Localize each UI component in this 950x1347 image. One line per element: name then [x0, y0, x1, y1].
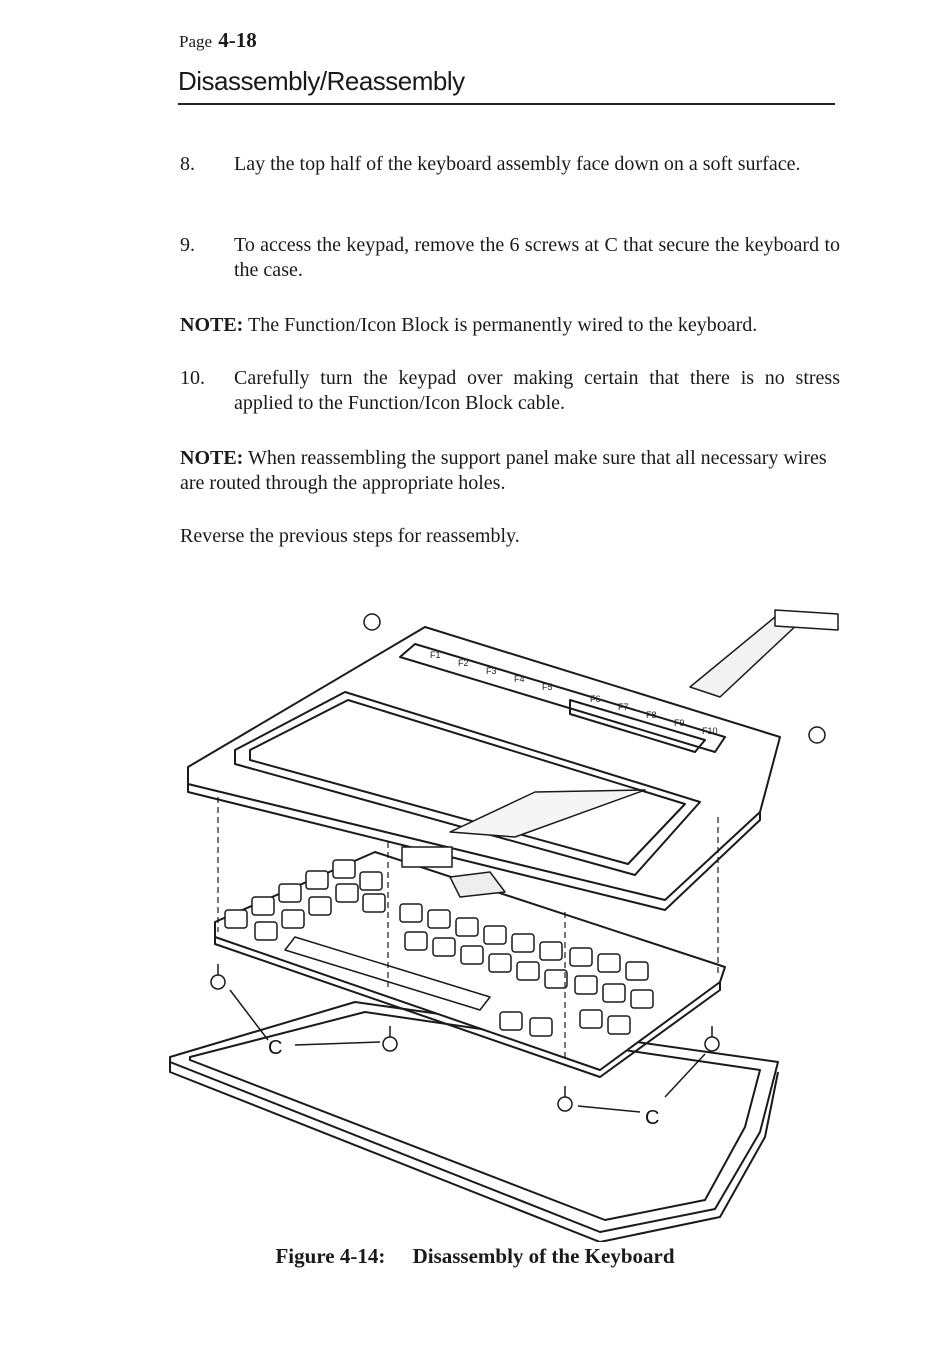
step-8 [180, 152, 840, 177]
step-text: To access the keypad, remove the 6 screws at C that secure the keyboard to the case. [234, 234, 840, 281]
note-label: NOTE: [180, 314, 244, 336]
fkey-label: F6 [590, 694, 601, 704]
fkey-label: F1 [430, 650, 441, 660]
fkey-label: F5 [542, 682, 553, 692]
note-text: The Function/Icon Block is permanently wired to the keyboard. [247, 314, 758, 336]
note-text: When reassembling the support panel make sure that all necessary wires are routed through the appropriate holes. [180, 447, 827, 494]
step-number: 8. [180, 153, 195, 175]
fkey-label: F10 [702, 726, 718, 736]
figure-caption [0, 1244, 950, 1269]
page-prefix: Page [179, 32, 213, 51]
note-1 [180, 313, 840, 338]
callout-c-right: C [645, 1107, 660, 1129]
step-9 [180, 233, 840, 283]
step-text: Carefully turn the keypad over making certain that there is no stress applied to the Function/Icon Block cable. [234, 367, 840, 414]
figure-title: Disassembly of the Keyboard [412, 1244, 675, 1268]
page-number: 4-18 [218, 28, 257, 52]
fkey-label: F9 [674, 718, 685, 728]
fkey-label: F8 [646, 710, 657, 720]
step-text: Lay the top half of the keyboard assembly face down on a soft surface. [234, 153, 801, 175]
top-housing [188, 627, 780, 910]
note-2 [180, 446, 840, 496]
section-title: Disassembly/Reassembly [178, 66, 465, 96]
fkey-label: F4 [514, 674, 525, 684]
bottom-case [170, 1002, 778, 1242]
header-rule [178, 103, 835, 105]
step-10 [180, 366, 840, 416]
note-label: NOTE: [180, 447, 244, 469]
fkey-label: F3 [486, 666, 497, 676]
figure-label: Figure 4-14: [275, 1244, 386, 1268]
keyboard-exploded-diagram [160, 592, 850, 1242]
closing-text: Reverse the previous steps for reassembly. [180, 525, 520, 547]
step-number: 10. [180, 367, 205, 389]
page-label [179, 28, 257, 53]
step-number: 9. [180, 234, 195, 256]
callout-c-left: C [268, 1037, 283, 1059]
fkey-label: F2 [458, 658, 469, 668]
fkey-label: F7 [618, 702, 629, 712]
